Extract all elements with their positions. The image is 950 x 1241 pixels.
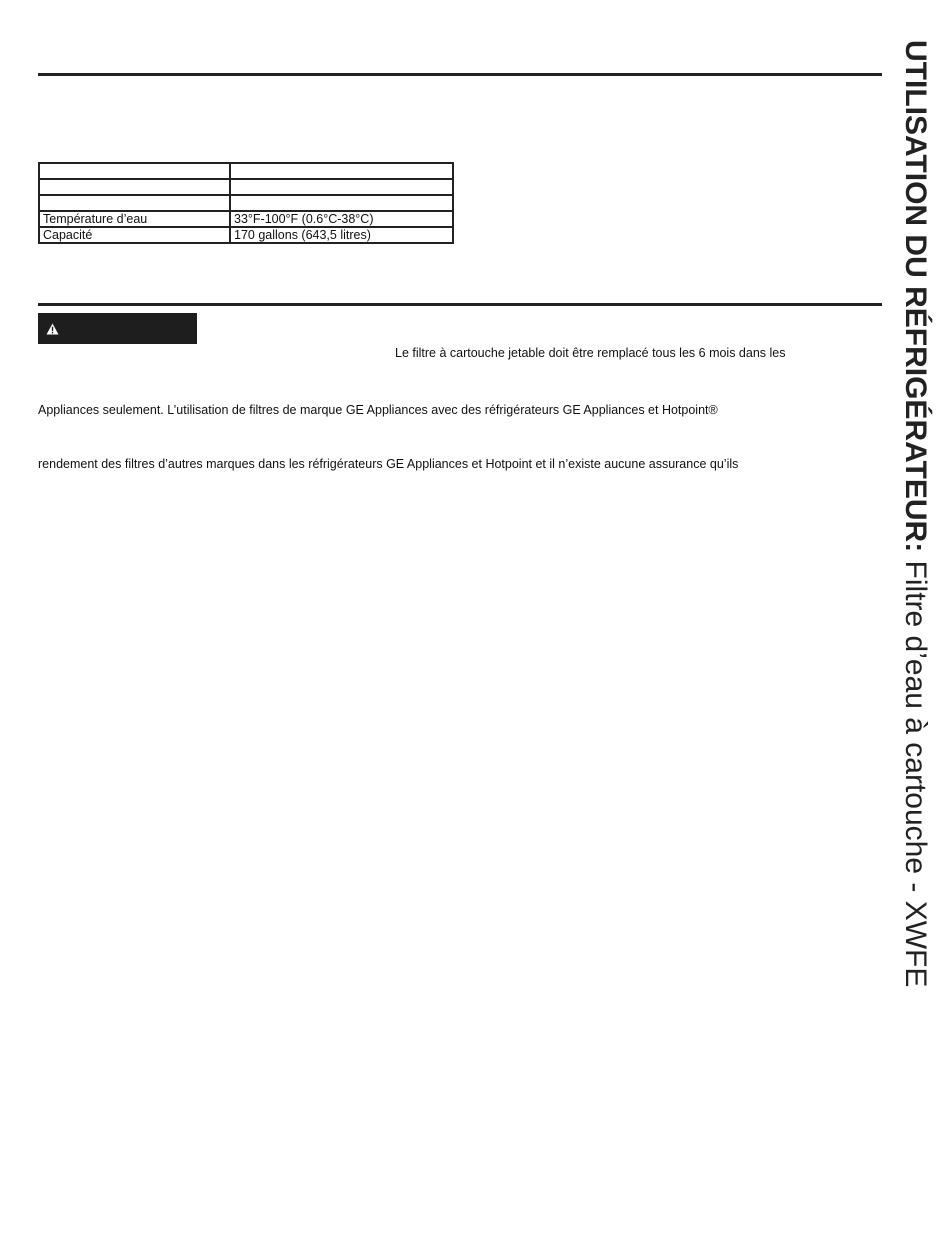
spec-value-water-temperature: 33°F-100°F (0.6°C-38°C) xyxy=(230,211,453,227)
spec-value-capacity: 170 gallons (643,5 litres) xyxy=(230,227,453,243)
spec-value xyxy=(230,163,453,179)
spec-value xyxy=(230,179,453,195)
table-row xyxy=(39,163,453,179)
body-text-line: Appliances seulement. L’utilisation de filtres de marque GE Appliances avec des réfrigérateurs GE Appliances et Hotpoint® xyxy=(38,403,718,417)
section-side-title xyxy=(900,40,930,987)
top-divider xyxy=(38,73,882,76)
table-row xyxy=(39,179,453,195)
specs-table xyxy=(38,162,454,244)
spec-label xyxy=(39,179,230,195)
section-divider xyxy=(38,303,882,306)
side-title-regular: Filtre d’eau à cartouche - XWFE xyxy=(899,552,932,988)
body-text-line: Le filtre à cartouche jetable doit être remplacé tous les 6 mois dans les xyxy=(395,346,786,360)
spec-label xyxy=(39,163,230,179)
table-row xyxy=(39,195,453,211)
spec-label xyxy=(39,195,230,211)
body-text-line: rendement des filtres d’autres marques dans les réfrigérateurs GE Appliances et Hotpoint et il n’existe aucune assurance qu’ils xyxy=(38,457,739,471)
table-row xyxy=(39,227,453,243)
warning-triangle-icon xyxy=(46,323,59,335)
spec-label-capacity: Capacité xyxy=(39,227,230,243)
warning-badge xyxy=(38,313,197,344)
spec-value xyxy=(230,195,453,211)
side-title-bold: UTILISATION DU RÉFRIGÉRATEUR: xyxy=(899,40,932,553)
table-row xyxy=(39,211,453,227)
spec-label-water-temperature: Température d’eau xyxy=(39,211,230,227)
